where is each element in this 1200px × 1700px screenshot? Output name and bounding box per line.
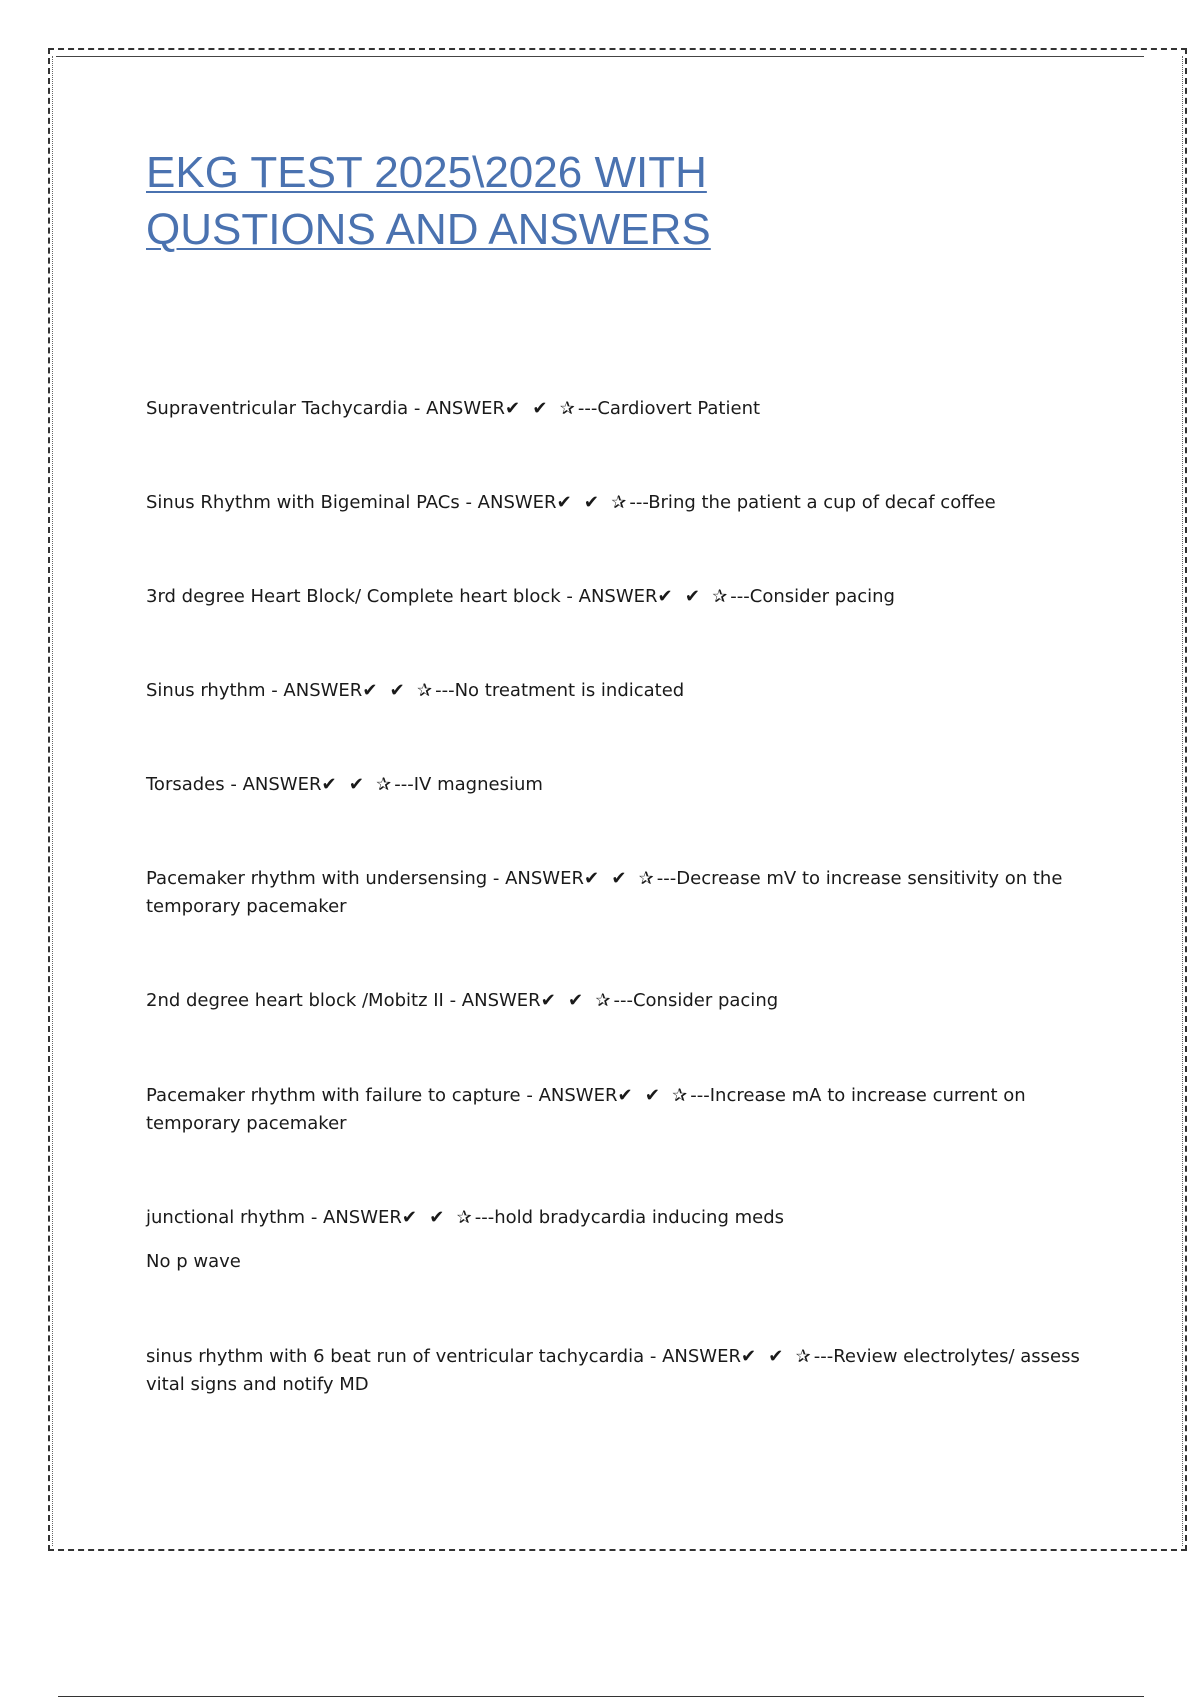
qa-item bbox=[146, 1204, 1086, 1276]
page-border-top-rule bbox=[56, 56, 1144, 57]
qa-note: No p wave bbox=[146, 1251, 241, 1272]
check-marks-icon: ✔ ✔ ✰ bbox=[556, 492, 630, 513]
qa-separator: --- bbox=[577, 398, 598, 419]
check-marks-icon: ✔ ✔ ✰ bbox=[540, 990, 614, 1011]
qa-separator: --- bbox=[730, 586, 750, 607]
qa-answer: Review electrolytes/ assess vital signs and notify MD bbox=[146, 1346, 1080, 1395]
qa-question: Pacemaker rhythm with failure to capture - ANSWER bbox=[146, 1085, 618, 1106]
qa-answer: Cardiovert Patient bbox=[597, 398, 761, 419]
qa-separator: --- bbox=[435, 680, 455, 701]
qa-item bbox=[146, 677, 1086, 705]
document-title-line-2: QUSTIONS AND ANSWERS bbox=[146, 205, 711, 254]
qa-answer: No treatment is indicated bbox=[454, 680, 685, 701]
qa-item bbox=[146, 987, 1086, 1015]
qa-answer: Bring the patient a cup of decaf coffee bbox=[648, 492, 996, 513]
qa-question: Pacemaker rhythm with undersensing - ANSWER bbox=[146, 868, 584, 889]
qa-question: 3rd degree Heart Block/ Complete heart block - ANSWER bbox=[146, 586, 658, 607]
check-marks-icon: ✔ ✔ ✰ bbox=[657, 586, 731, 607]
check-marks-icon: ✔ ✔ ✰ bbox=[617, 1085, 691, 1106]
qa-item bbox=[146, 583, 1086, 611]
qa-item bbox=[146, 1082, 1086, 1138]
footer-rule bbox=[58, 1696, 1144, 1697]
qa-question: Sinus Rhythm with Bigeminal PACs - ANSWER bbox=[146, 492, 557, 513]
page-border-left-rule bbox=[52, 56, 53, 1546]
qa-item bbox=[146, 771, 1086, 799]
page-border bbox=[48, 48, 1187, 1551]
qa-question: junctional rhythm - ANSWER bbox=[146, 1207, 402, 1228]
document-title-line-1: EKG TEST 2025\2026 WITH bbox=[146, 148, 707, 197]
qa-question: 2nd degree heart block /Mobitz II - ANSWER bbox=[146, 990, 541, 1011]
qa-answer: Decrease mV to increase sensitivity on the temporary pacemaker bbox=[146, 868, 1063, 917]
qa-answer: Consider pacing bbox=[632, 990, 779, 1011]
qa-item bbox=[146, 489, 1086, 517]
qa-question: Sinus rhythm - ANSWER bbox=[146, 680, 363, 701]
qa-item bbox=[146, 395, 1086, 423]
qa-answer: Consider pacing bbox=[749, 586, 895, 607]
check-marks-icon: ✔ ✔ ✰ bbox=[401, 1207, 475, 1228]
qa-answer: IV magnesium bbox=[413, 774, 543, 795]
qa-item bbox=[146, 865, 1086, 921]
qa-item bbox=[146, 1343, 1086, 1399]
qa-separator: --- bbox=[474, 1207, 495, 1228]
qa-answer: Increase mA to increase current on temporary pacemaker bbox=[146, 1085, 1026, 1134]
qa-separator: --- bbox=[656, 868, 677, 889]
qa-separator: --- bbox=[690, 1085, 710, 1106]
document-title bbox=[146, 144, 711, 258]
qa-answer: hold bradycardia inducing meds bbox=[494, 1207, 785, 1228]
qa-separator: --- bbox=[394, 774, 414, 795]
page-border-right-rule bbox=[1182, 56, 1183, 1546]
qa-question: Supraventricular Tachycardia - ANSWER bbox=[146, 398, 506, 419]
check-marks-icon: ✔ ✔ ✰ bbox=[505, 398, 578, 419]
qa-separator: --- bbox=[613, 990, 633, 1011]
qa-separator: --- bbox=[629, 492, 649, 513]
qa-separator: --- bbox=[813, 1346, 834, 1367]
check-marks-icon: ✔ ✔ ✰ bbox=[362, 680, 436, 701]
check-marks-icon: ✔ ✔ ✰ bbox=[321, 774, 395, 795]
check-marks-icon: ✔ ✔ ✰ bbox=[583, 868, 657, 889]
check-marks-icon: ✔ ✔ ✰ bbox=[740, 1346, 814, 1367]
qa-question: Torsades - ANSWER bbox=[146, 774, 322, 795]
qa-question: sinus rhythm with 6 beat run of ventricular tachycardia - ANSWER bbox=[146, 1346, 741, 1367]
